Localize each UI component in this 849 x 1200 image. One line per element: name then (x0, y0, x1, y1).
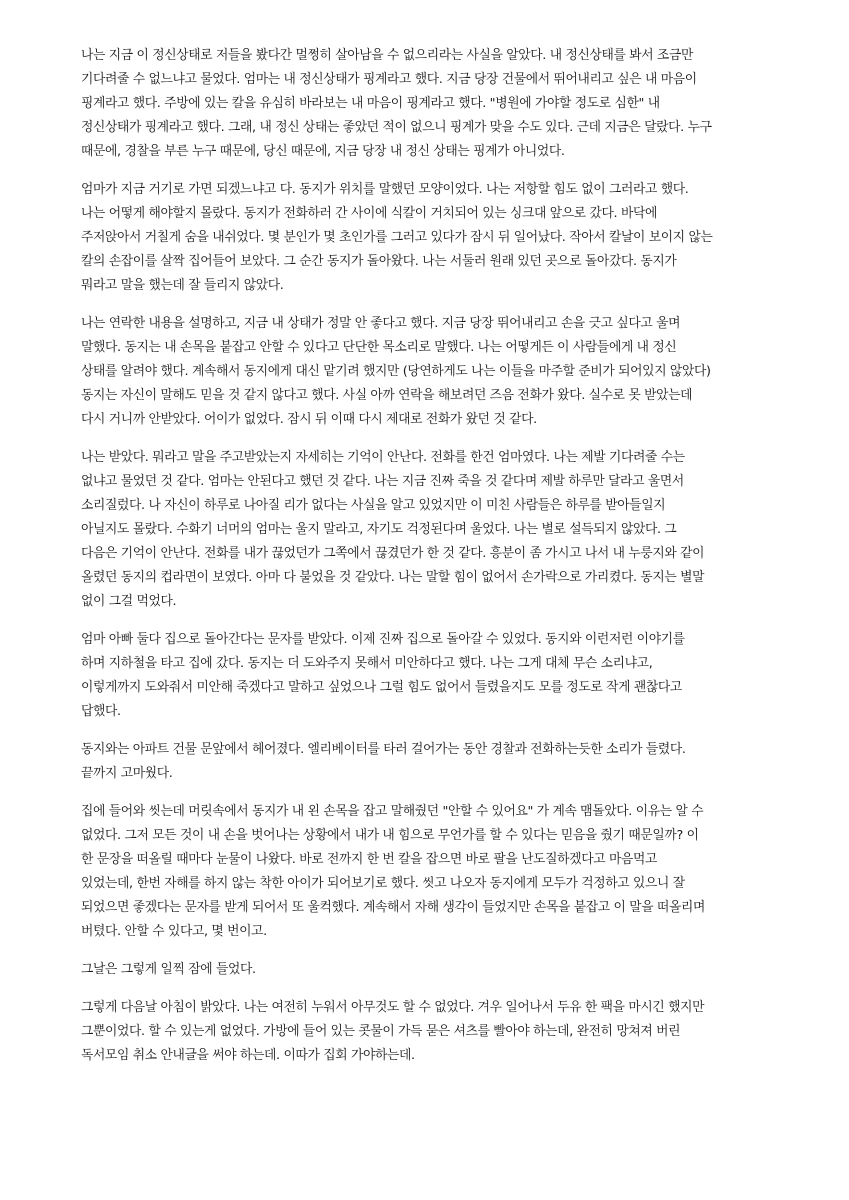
paragraph (81, 958, 789, 982)
paragraph (81, 178, 789, 298)
text-line: 집에 들어와 씻는데 머릿속에서 동지가 내 왼 손목을 잡고 말해줬던 "안할 수 있어요" 가 계속 맴돌았다. 이유는 알 수 (81, 804, 704, 819)
text-line: 뭐라고 말을 했는데 잘 들리지 않았다. (81, 278, 284, 293)
text-line: 그날은 그렇게 일찍 잠에 들었다. (81, 962, 256, 977)
paragraph (81, 312, 789, 432)
text-line: 올렸던 동지의 컵라면이 보였다. 아마 다 불었을 것 같았다. 나는 말할 힘이 없어서 손가락으로 가리켰다. 동지는 별말 (81, 570, 705, 585)
text-line: 칼의 손잡이를 살짝 집어들어 보았다. 그 순간 동지가 돌아왔다. 나는 서둘러 원래 있던 곳으로 돌아갔다. 동지가 (81, 254, 677, 269)
text-line: 그렇게 다음날 아침이 밝았다. 나는 여전히 누워서 아무것도 할 수 없었다. 겨우 일어나서 두유 한 팩을 마시긴 했지만 (81, 1000, 705, 1015)
document-body (81, 44, 789, 1068)
text-line: 없었다. 그저 모든 것이 내 손을 벗어나는 상황에서 내가 내 힘으로 무언가를 할 수 있다는 믿음을 줬기 때문일까? 이 (81, 828, 699, 843)
text-line: 나는 연락한 내용을 설명하고, 지금 내 상태가 정말 안 좋다고 했다. 지금 당장 뛰어내리고 손을 긋고 싶다고 울며 (81, 316, 681, 331)
text-line: 나는 어떻게 해야할지 몰랐다. 동지가 전화하러 간 사이에 식칼이 거치되어 있는 싱크대 앞으로 갔다. 바닥에 (81, 206, 657, 221)
text-line: 있었는데, 한번 자해를 하지 않는 착한 아이가 되어보기로 했다. 씻고 나오자 동지에게 모두가 걱정하고 있으니 잘 (81, 876, 685, 891)
text-line: 동지는 자신이 말해도 믿을 것 같지 않다고 했다. 사실 아까 연락을 해보려던 즈음 전화가 왔다. 실수로 못 받았는데 (81, 388, 693, 403)
paragraph (81, 44, 789, 164)
text-line: 엄마가 지금 거기로 가면 되겠느냐고 다. 동지가 위치를 말했던 모양이었다. 나는 저항할 힘도 없이 그러라고 했다. (81, 182, 689, 197)
text-line: 때문에, 경찰을 부른 누구 때문에, 당신 때문에, 지금 당장 내 정신 상태는 핑계가 아니었다. (81, 144, 565, 159)
text-line: 한 문장을 떠올릴 때마다 눈물이 나왔다. 바로 전까지 한 번 칼을 잡으면 바로 팔을 난도질하겠다고 마음먹고 (81, 852, 657, 867)
text-line: 나는 받았다. 뭐라고 말을 주고받았는지 자세히는 기억이 안난다. 전화를 한건 엄마였다. 나는 제발 기다려줄 수는 (81, 450, 685, 465)
text-line: 핑계라고 했다. 주방에 있는 칼을 유심히 바라보는 내 마음이 핑계라고 했다. "병원에 가야할 정도로 심한" 내 (81, 96, 660, 111)
text-line: 그뿐이었다. 할 수 있는게 없었다. 가방에 들어 있는 콧물이 가득 묻은 셔츠를 빨아야 하는데, 완전히 망쳐져 버린 (81, 1024, 681, 1039)
text-line: 답했다. (81, 704, 121, 719)
text-line: 다시 거니까 안받았다. 어이가 없었다. 잠시 뒤 이때 다시 제대로 전화가 왔던 것 같다. (81, 412, 537, 427)
text-line: 소리질렀다. 나 자신이 하루로 나아질 리가 없다는 사실을 알고 있었지만 이 미친 사람들은 하루를 받아들일지 (81, 498, 666, 513)
text-line: 상태를 알려야 했다. 계속해서 동지에게 대신 맡기려 했지만 (당연하게도 나는 이들을 마주할 준비가 되어있지 않았다) (81, 364, 711, 379)
paragraph (81, 800, 789, 944)
text-line: 다음은 기억이 안난다. 전화를 내가 끊었던가 그쪽에서 끊겼던가 한 것 같다. 흥분이 좀 가시고 나서 내 누룽지와 같이 (81, 546, 705, 561)
text-line: 이렇게까지 도와줘서 미안해 죽겠다고 말하고 싶었으나 그럴 힘도 없어서 들렸을지도 모를 정도로 작게 괜찮다고 (81, 680, 682, 695)
text-line: 버텼다. 안할 수 있다고, 몇 번이고. (81, 924, 267, 939)
paragraph (81, 738, 789, 786)
text-line: 주저앉아서 거칠게 숨을 내쉬었다. 몇 분인가 몇 초인가를 그러고 있다가 잠시 뒤 일어났다. 작아서 칼날이 보이지 않는 (81, 230, 713, 245)
text-line: 기다려줄 수 없느냐고 물었다. 엄마는 내 정신상태가 핑계라고 했다. 지금 당장 건물에서 뛰어내리고 싶은 내 마음이 (81, 72, 697, 87)
text-line: 말했다. 동지는 내 손목을 붙잡고 안할 수 있다고 단단한 목소리로 말했다. 나는 어떻게든 이 사람들에게 내 정신 (81, 340, 677, 355)
text-line: 정신상태가 핑계라고 했다. 그래, 내 정신 상태는 좋았던 적이 없으니 핑계가 맞을 수도 있다. 근데 지금은 달랐다. 누구 (81, 120, 712, 135)
text-line: 동지와는 아파트 건물 문앞에서 헤어졌다. 엘리베이터를 타러 걸어가는 동안 경찰과 전화하는듯한 소리가 들렸다. (81, 742, 686, 757)
text-line: 하며 지하철을 타고 집에 갔다. 동지는 더 도와주지 못해서 미안하다고 했다. 나는 그게 대체 무슨 소리냐고, (81, 656, 653, 671)
paragraph (81, 446, 789, 614)
text-line: 없냐고 물었던 것 같다. 엄마는 안된다고 했던 것 같다. 나는 지금 진짜 죽을 것 같다며 제발 하루만 달라고 울면서 (81, 474, 684, 489)
text-line: 독서모임 취소 안내글을 써야 하는데. 이따가 집회 가야하는데. (81, 1048, 415, 1063)
text-line: 나는 지금 이 정신상태로 저들을 봤다간 멀쩡히 살아남을 수 없으리라는 사실을 알았다. 내 정신상태를 봐서 조금만 (81, 48, 694, 63)
text-line: 되었으면 좋겠다는 문자를 받게 되어서 또 울컥했다. 계속해서 자해 생각이 들었지만 손목을 붙잡고 이 말을 떠올리며 (81, 900, 706, 915)
paragraph (81, 996, 789, 1068)
text-line: 끝까지 고마웠다. (81, 766, 173, 781)
paragraph (81, 628, 789, 724)
text-line: 없이 그걸 먹었다. (81, 594, 177, 609)
text-line: 엄마 아빠 둘다 집으로 돌아간다는 문자를 받았다. 이제 진짜 집으로 돌아갈 수 있었다. 동지와 이런저런 이야기를 (81, 632, 685, 647)
text-line: 아닐지도 몰랐다. 수화기 너머의 엄마는 울지 말라고, 자기도 걱정된다며 울었다. 나는 별로 설득되지 않았다. 그 (81, 522, 677, 537)
